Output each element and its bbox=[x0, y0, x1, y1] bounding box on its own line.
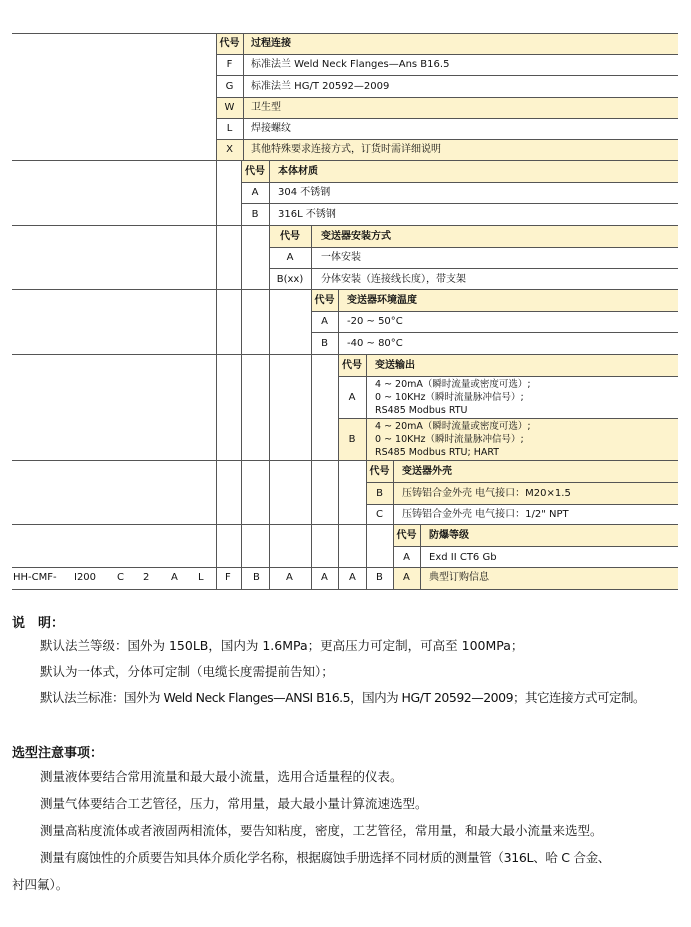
g2-row-code: A bbox=[251, 187, 259, 198]
g5-row-line: RS485 Modbus RTU; HART bbox=[375, 447, 500, 458]
order-code-part: A bbox=[171, 572, 178, 583]
g3-code-header: 代号 bbox=[280, 231, 300, 242]
order-code-part: B bbox=[253, 572, 260, 583]
precaution-line: 测量高粘度流体或者液固两相流体，要告知粘度，密度，工艺管径，常用量，和最大最小流量来选型。 bbox=[40, 823, 603, 838]
g5-row-line: 0 ~ 10KHz（瞬时流量脉冲信号）; bbox=[375, 392, 524, 403]
order-code-part: 2 bbox=[143, 572, 150, 583]
g7-title: 防爆等级 bbox=[429, 530, 469, 541]
g4-row-code: A bbox=[321, 316, 328, 327]
g1-row-code: L bbox=[226, 123, 233, 134]
g4-row-code: B bbox=[321, 338, 328, 349]
g3-row-desc: 分体安装（连接线长度），带支架 bbox=[321, 274, 466, 285]
g5-row-code: B bbox=[348, 434, 356, 445]
order-code-part: B bbox=[376, 572, 383, 583]
g2-code-header: 代号 bbox=[245, 166, 265, 177]
g5-row-line: 0 ~ 10KHz（瞬时流量脉冲信号）; bbox=[375, 434, 524, 445]
note-line: 默认法兰等级：国外为 150LB，国内为 1.6MPa；更高压力可定制，可高至 100MPa； bbox=[40, 638, 524, 653]
order-code-part: A bbox=[403, 572, 410, 583]
order-code-part: C bbox=[117, 572, 124, 583]
g4-title: 变送器环境温度 bbox=[347, 295, 417, 306]
g4-row-desc: -40 ~ 80°C bbox=[347, 338, 403, 349]
g1-row-desc: 其他特殊要求连接方式，订货时需详细说明 bbox=[251, 144, 441, 155]
g3-row-code: B(xx) bbox=[276, 274, 304, 285]
order-code-part: HH-CMF- bbox=[13, 572, 57, 583]
g6-row-desc: 压铸铝合金外壳 电气接口：1/2" NPT bbox=[402, 509, 569, 520]
g1-title: 过程连接 bbox=[251, 38, 291, 49]
g3-title: 变送器安装方式 bbox=[321, 231, 391, 242]
g6-title: 变送器外壳 bbox=[402, 466, 452, 477]
g1-row-desc: 标准法兰 HG/T 20592—2009 bbox=[251, 81, 390, 92]
g2-row-desc: 304 不锈钢 bbox=[278, 187, 331, 198]
g1-code-header: 代号 bbox=[219, 38, 240, 49]
g5-row-line: 4 ~ 20mA（瞬时流量或密度可选）; bbox=[375, 379, 531, 390]
g6-code-header: 代号 bbox=[369, 466, 390, 477]
g1-row-code: W bbox=[224, 102, 235, 113]
g6-row-code: C bbox=[376, 509, 383, 520]
g3-row-desc: 一体安装 bbox=[321, 252, 361, 263]
order-code-part: A bbox=[349, 572, 356, 583]
g4-code-header: 代号 bbox=[314, 295, 335, 306]
g5-code-header: 代号 bbox=[342, 360, 362, 371]
g6-row-code: B bbox=[376, 488, 383, 499]
g1-row-code: X bbox=[226, 144, 233, 155]
order-code-part: A bbox=[321, 572, 328, 583]
note-line: 默认为一体式，分体可定制（电缆长度需提前告知）； bbox=[40, 664, 334, 679]
g7-code-header: 代号 bbox=[396, 530, 417, 541]
precaution-line: 测量液体要结合常用流量和最大最小流量，选用合适量程的仪表。 bbox=[40, 769, 403, 784]
precautions-title: 选型注意事项： bbox=[12, 746, 104, 761]
g3-row-code: A bbox=[286, 252, 294, 263]
g5-row-line: RS485 Modbus RTU bbox=[375, 405, 468, 416]
notes-title: 说 明： bbox=[12, 616, 65, 631]
g1-row-code: F bbox=[226, 59, 233, 70]
order-label: 典型订购信息 bbox=[429, 572, 489, 583]
g1-row-desc: 标准法兰 Weld Neck Flanges—Ans B16.5 bbox=[251, 59, 450, 70]
g1-row-desc: 焊接螺纹 bbox=[251, 123, 291, 134]
note-line: 默认法兰标准：国外为 Weld Neck Flanges—ANSI B16.5，国内为 HG/T 20592—2009；其它连接方式可定制。 bbox=[40, 690, 646, 705]
g1-row-desc: 卫生型 bbox=[251, 102, 281, 113]
order-code-part: F bbox=[225, 572, 231, 583]
g2-title: 本体材质 bbox=[278, 166, 318, 177]
order-code-part: L bbox=[198, 572, 204, 583]
g2-row-desc: 316L 不锈钢 bbox=[278, 209, 336, 220]
precaution-line: 测量气体要结合工艺管径，压力，常用量，最大最小量计算流速选型。 bbox=[40, 796, 428, 811]
g5-title: 变送输出 bbox=[375, 360, 415, 371]
g6-row-desc: 压铸铝合金外壳 电气接口：M20×1.5 bbox=[402, 488, 571, 499]
g1-row-code: G bbox=[225, 81, 234, 92]
g5-row-line: 4 ~ 20mA（瞬时流量或密度可选）; bbox=[375, 421, 531, 432]
order-code-part: A bbox=[286, 572, 293, 583]
g5-row-code: A bbox=[348, 392, 356, 403]
g4-row-desc: -20 ~ 50°C bbox=[347, 316, 403, 327]
precaution-line: 测量有腐蚀性的介质要告知具体介质化学名称，根据腐蚀手册选择不同材质的测量管（316L、哈 C 合金、 bbox=[40, 850, 611, 865]
g2-row-code: B bbox=[251, 209, 259, 220]
g7-row-code: A bbox=[403, 552, 410, 563]
order-code-part: I200 bbox=[74, 572, 97, 583]
precaution-line: 衬四氟）。 bbox=[12, 877, 69, 892]
g7-row-desc: Exd II CT6 Gb bbox=[429, 552, 497, 563]
